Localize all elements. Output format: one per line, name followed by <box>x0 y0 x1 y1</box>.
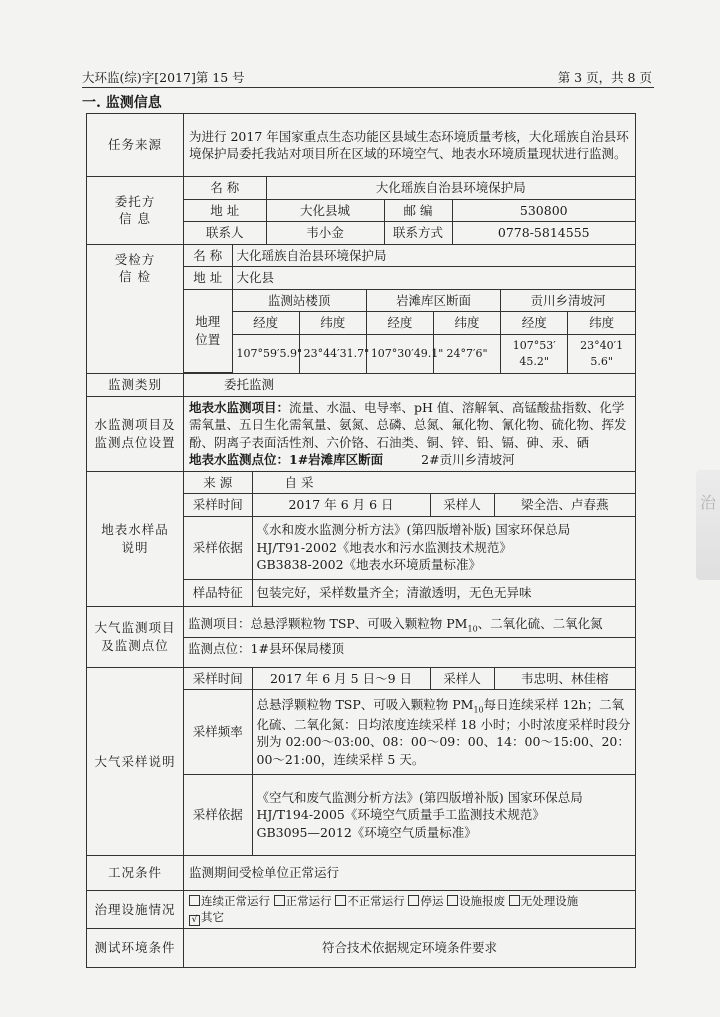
inspected-addr-label: 地 址 <box>184 267 232 290</box>
facility-label: 治理设施情况 <box>87 891 184 929</box>
lat-value-3-line1: 23°40′1 <box>580 339 624 353</box>
air-items-pre: 总悬浮颗粒物 TSP、可吸入颗粒物 PM <box>250 616 468 632</box>
air-point-label: 监测点位： <box>188 641 251 657</box>
water-feature-label: 样品特征 <box>184 579 252 606</box>
air-point: 1#县环保局楼顶 <box>250 641 344 657</box>
air-basis <box>252 775 635 856</box>
lon-header-2: 经度 <box>366 312 433 335</box>
client-addr: 大化县城 <box>266 199 384 222</box>
facility-option-4-text: 停运 <box>420 894 444 908</box>
water-basis-2: HJ/T91-2002《地表水和污水监测技术规范》 <box>256 539 512 555</box>
lon-value-3 <box>501 334 568 373</box>
facility-option-6-text: 无处理设施 <box>520 894 579 908</box>
condition-row <box>87 856 636 891</box>
water-points <box>189 451 630 469</box>
lon-value-2: 107°30′49.1" <box>366 334 433 373</box>
seal-stamp-text: 治 <box>700 493 717 512</box>
inspected-label-line1: 受检方 <box>114 251 156 267</box>
facility-option-1-text: 连续正常运行 <box>201 894 270 908</box>
env-row <box>87 929 636 968</box>
air-items-sub: 10 <box>467 624 478 634</box>
air-freq-post: 每日连续采样 12h；二氧化硫、二氧化氮：日均浓度连续采样 18 小时；小时浓度采样时段分别为 02:00～03:00、08：00～09：00、14：00～15:00、20：00～21:00，连续采样 5 天。 <box>256 696 631 767</box>
monitoring-info-table <box>86 113 636 968</box>
inspected-name: 大化瑶族自治县环境保护局 <box>232 245 635 267</box>
checkbox-icon <box>447 895 458 906</box>
water-basis <box>252 516 635 579</box>
lon-header-3: 经度 <box>501 312 568 335</box>
water-points-label: 地表水监测点位： <box>189 452 290 467</box>
inspected-name-label: 名 称 <box>184 245 232 267</box>
client-post: 530800 <box>452 199 635 222</box>
checkbox-icon <box>335 895 346 906</box>
task-label: 任务来源 <box>87 114 184 177</box>
air-basis-1: 《空气和废气监测分析方法》(第四版增补版) 国家环保总局 <box>256 789 583 805</box>
geo-label-line1: 地理 <box>195 314 221 330</box>
lat-value-3-line2: 5.6" <box>590 354 613 368</box>
client-label <box>87 177 184 245</box>
inspected-row <box>87 244 636 374</box>
air-label-line1: 大气监测项目 <box>94 620 176 635</box>
air-freq-sub: 10 <box>473 705 484 715</box>
air-sample-cell <box>184 667 636 856</box>
lon-value-1: 107°59′5.9" <box>232 334 299 373</box>
seal-stamp-fragment <box>696 470 720 580</box>
water-basis-label: 采样依据 <box>184 516 252 579</box>
water-items-label: 地表水监测项目： <box>189 399 290 415</box>
lat-value-3 <box>568 334 635 373</box>
client-contact-label: 联系人 <box>184 222 266 244</box>
env-label: 测试环境条件 <box>87 929 184 968</box>
checkbox-icon <box>274 895 285 906</box>
water-source-label: 来 源 <box>184 472 252 494</box>
lon-header-1: 经度 <box>232 312 299 335</box>
air-label <box>87 606 184 667</box>
water-label <box>87 396 184 471</box>
water-sample-label-line1: 地表水样品 <box>101 522 169 537</box>
client-name-label: 名 称 <box>184 177 266 199</box>
air-point-cell <box>184 638 635 660</box>
facility-option-5 <box>447 894 505 908</box>
water-label-line1: 水监测项目及 <box>94 417 176 432</box>
lat-header-2: 纬度 <box>433 312 500 335</box>
site-1: 监测站楼顶 <box>232 289 366 312</box>
water-time-label: 采样时间 <box>184 494 252 517</box>
facility-option-4 <box>408 894 443 908</box>
water-point-1: 1#岩滩库区断面 <box>289 452 384 467</box>
client-row <box>87 177 636 245</box>
water-content <box>184 396 636 471</box>
document-number: 大环监(综)字[2017]第 15 号 <box>82 70 245 85</box>
facility-row <box>87 891 636 929</box>
water-sample-label-line2: 说明 <box>121 539 149 555</box>
air-sample-table <box>184 668 635 856</box>
client-table <box>184 177 635 244</box>
water-time: 2017 年 6 月 6 日 <box>252 494 430 517</box>
client-name: 大化瑶族自治县环境保护局 <box>266 177 635 199</box>
air-time-label: 采样时间 <box>184 668 252 690</box>
water-source: 自 采 <box>252 472 635 494</box>
client-label-line2: 信 息 <box>119 211 151 227</box>
checkbox-icon <box>189 895 200 906</box>
lat-header-1: 纬度 <box>299 312 366 335</box>
facility-option-5-text: 设施报废 <box>459 894 506 908</box>
water-point-2: 2#贡川乡清坡河 <box>421 452 515 467</box>
lat-value-1: 23°44′31.7" <box>299 334 366 373</box>
client-phone-label: 联系方式 <box>384 222 452 244</box>
lon-value-3-line2: 45.2" <box>519 354 549 368</box>
air-basis-3: GB3095—2012《环境空气质量标准》 <box>256 824 477 840</box>
water-row <box>87 396 636 471</box>
air-basis-label: 采样依据 <box>184 775 252 856</box>
inspected-table <box>184 245 635 374</box>
task-row <box>87 114 636 177</box>
monitor-type-row <box>87 374 636 397</box>
facility-option-2 <box>274 894 332 908</box>
air-sampler-label: 采样人 <box>430 668 494 690</box>
geo-label-line2: 位置 <box>195 331 221 347</box>
checkbox-icon <box>408 895 419 906</box>
task-text: 为进行 2017 年国家重点生态功能区县域生态环境质量考核，大化瑶族自治县环境保护局委托我站对项目所在区域的环境空气、地表水环境质量现状进行监测。 <box>184 114 636 177</box>
lon-value-3-line1: 107°53′ <box>512 339 556 353</box>
lat-value-2: 24°7′6" <box>433 334 500 373</box>
air-row <box>87 606 636 667</box>
water-sampler: 梁全浩、卢春燕 <box>494 494 635 517</box>
facility-option-other <box>189 910 224 924</box>
facility-option-other-text: 其它 <box>201 910 224 925</box>
geo-label <box>184 289 232 373</box>
air-sample-label: 大气采样说明 <box>87 667 184 856</box>
condition-value: 监测期间受检单位正常运行 <box>184 856 636 891</box>
air-time: 2017 年 6 月 5 日～9 日 <box>252 668 430 690</box>
air-label-line2: 及监测点位 <box>101 637 169 653</box>
inspected-cell <box>184 244 636 374</box>
page-number: 第 3 页，共 8 页 <box>557 70 652 85</box>
facility-option-1 <box>189 894 270 908</box>
air-freq-label: 采样频率 <box>184 690 252 775</box>
water-sample-table <box>184 472 635 606</box>
site-2: 岩滩库区断面 <box>366 289 500 312</box>
water-items: 流量、水温、电导率、pH 值、溶解氧、高锰酸盐指数、化学需氧量、五日生化需氧量、氨氮、总磷、总氮、氟化物、氰化物、硫化物、挥发酚、阴离子表面活性剂、六价铬、石油类、铜、锌、铅、镉、砷、汞、硒 <box>189 399 627 450</box>
facility-option-6 <box>509 894 579 908</box>
air-cell <box>184 606 636 667</box>
site-3: 贡川乡清坡河 <box>501 289 635 312</box>
client-cell <box>184 177 636 245</box>
air-items-label: 监测项目： <box>188 616 251 632</box>
inspected-label <box>87 244 184 374</box>
facility-options <box>184 891 636 929</box>
client-contact: 韦小金 <box>266 222 384 244</box>
air-freq-pre: 总悬浮颗粒物 TSP、可吸入颗粒物 PM <box>256 696 474 712</box>
air-items-post: 、二氧化硫、二氧化氮 <box>477 616 603 632</box>
water-feature: 包装完好，采样数量齐全；清澈透明，无色无异味 <box>252 579 635 606</box>
facility-option-3 <box>335 894 405 908</box>
lat-header-3: 纬度 <box>568 312 635 335</box>
client-addr-label: 地 址 <box>184 199 266 222</box>
inspected-addr: 大化县 <box>232 267 635 290</box>
water-basis-3: GB3838-2002《地表水环境质量标准》 <box>256 557 482 573</box>
client-post-label: 邮 编 <box>384 199 452 222</box>
section-title: 一. 监测信息 <box>82 95 162 111</box>
facility-option-3-text: 不正常运行 <box>347 894 405 908</box>
water-sample-cell <box>184 471 636 606</box>
water-sample-label <box>87 471 184 606</box>
monitor-type-label: 监测类别 <box>87 374 184 397</box>
air-freq <box>252 690 635 775</box>
client-label-line1: 委托方 <box>114 193 156 209</box>
water-label-line2: 监测点位设置 <box>94 434 176 450</box>
air-items-cell <box>184 613 635 637</box>
client-phone: 0778-5814555 <box>452 222 635 244</box>
monitor-type-value: 委托监测 <box>184 374 636 397</box>
air-sample-row <box>87 667 636 856</box>
water-basis-1: 《水和废水监测分析方法》(第四版增补版) 国家环保总局 <box>256 522 571 538</box>
air-sampler: 韦忠明、林佳榕 <box>494 668 635 690</box>
checked-checkbox-icon: √ <box>189 915 200 926</box>
air-basis-2: HJ/T194-2005《环境空气质量手工监测技术规范》 <box>256 807 545 823</box>
water-sampler-label: 采样人 <box>430 494 494 517</box>
header-divider <box>82 87 654 88</box>
inspected-label-line2: 信 检 <box>119 269 151 284</box>
air-table <box>184 613 635 659</box>
checkbox-icon <box>509 895 520 906</box>
water-sample-row <box>87 471 636 606</box>
env-value: 符合技术依据规定环境条件要求 <box>184 929 636 968</box>
facility-option-2-text: 正常运行 <box>285 894 332 908</box>
condition-label: 工况条件 <box>87 856 184 891</box>
